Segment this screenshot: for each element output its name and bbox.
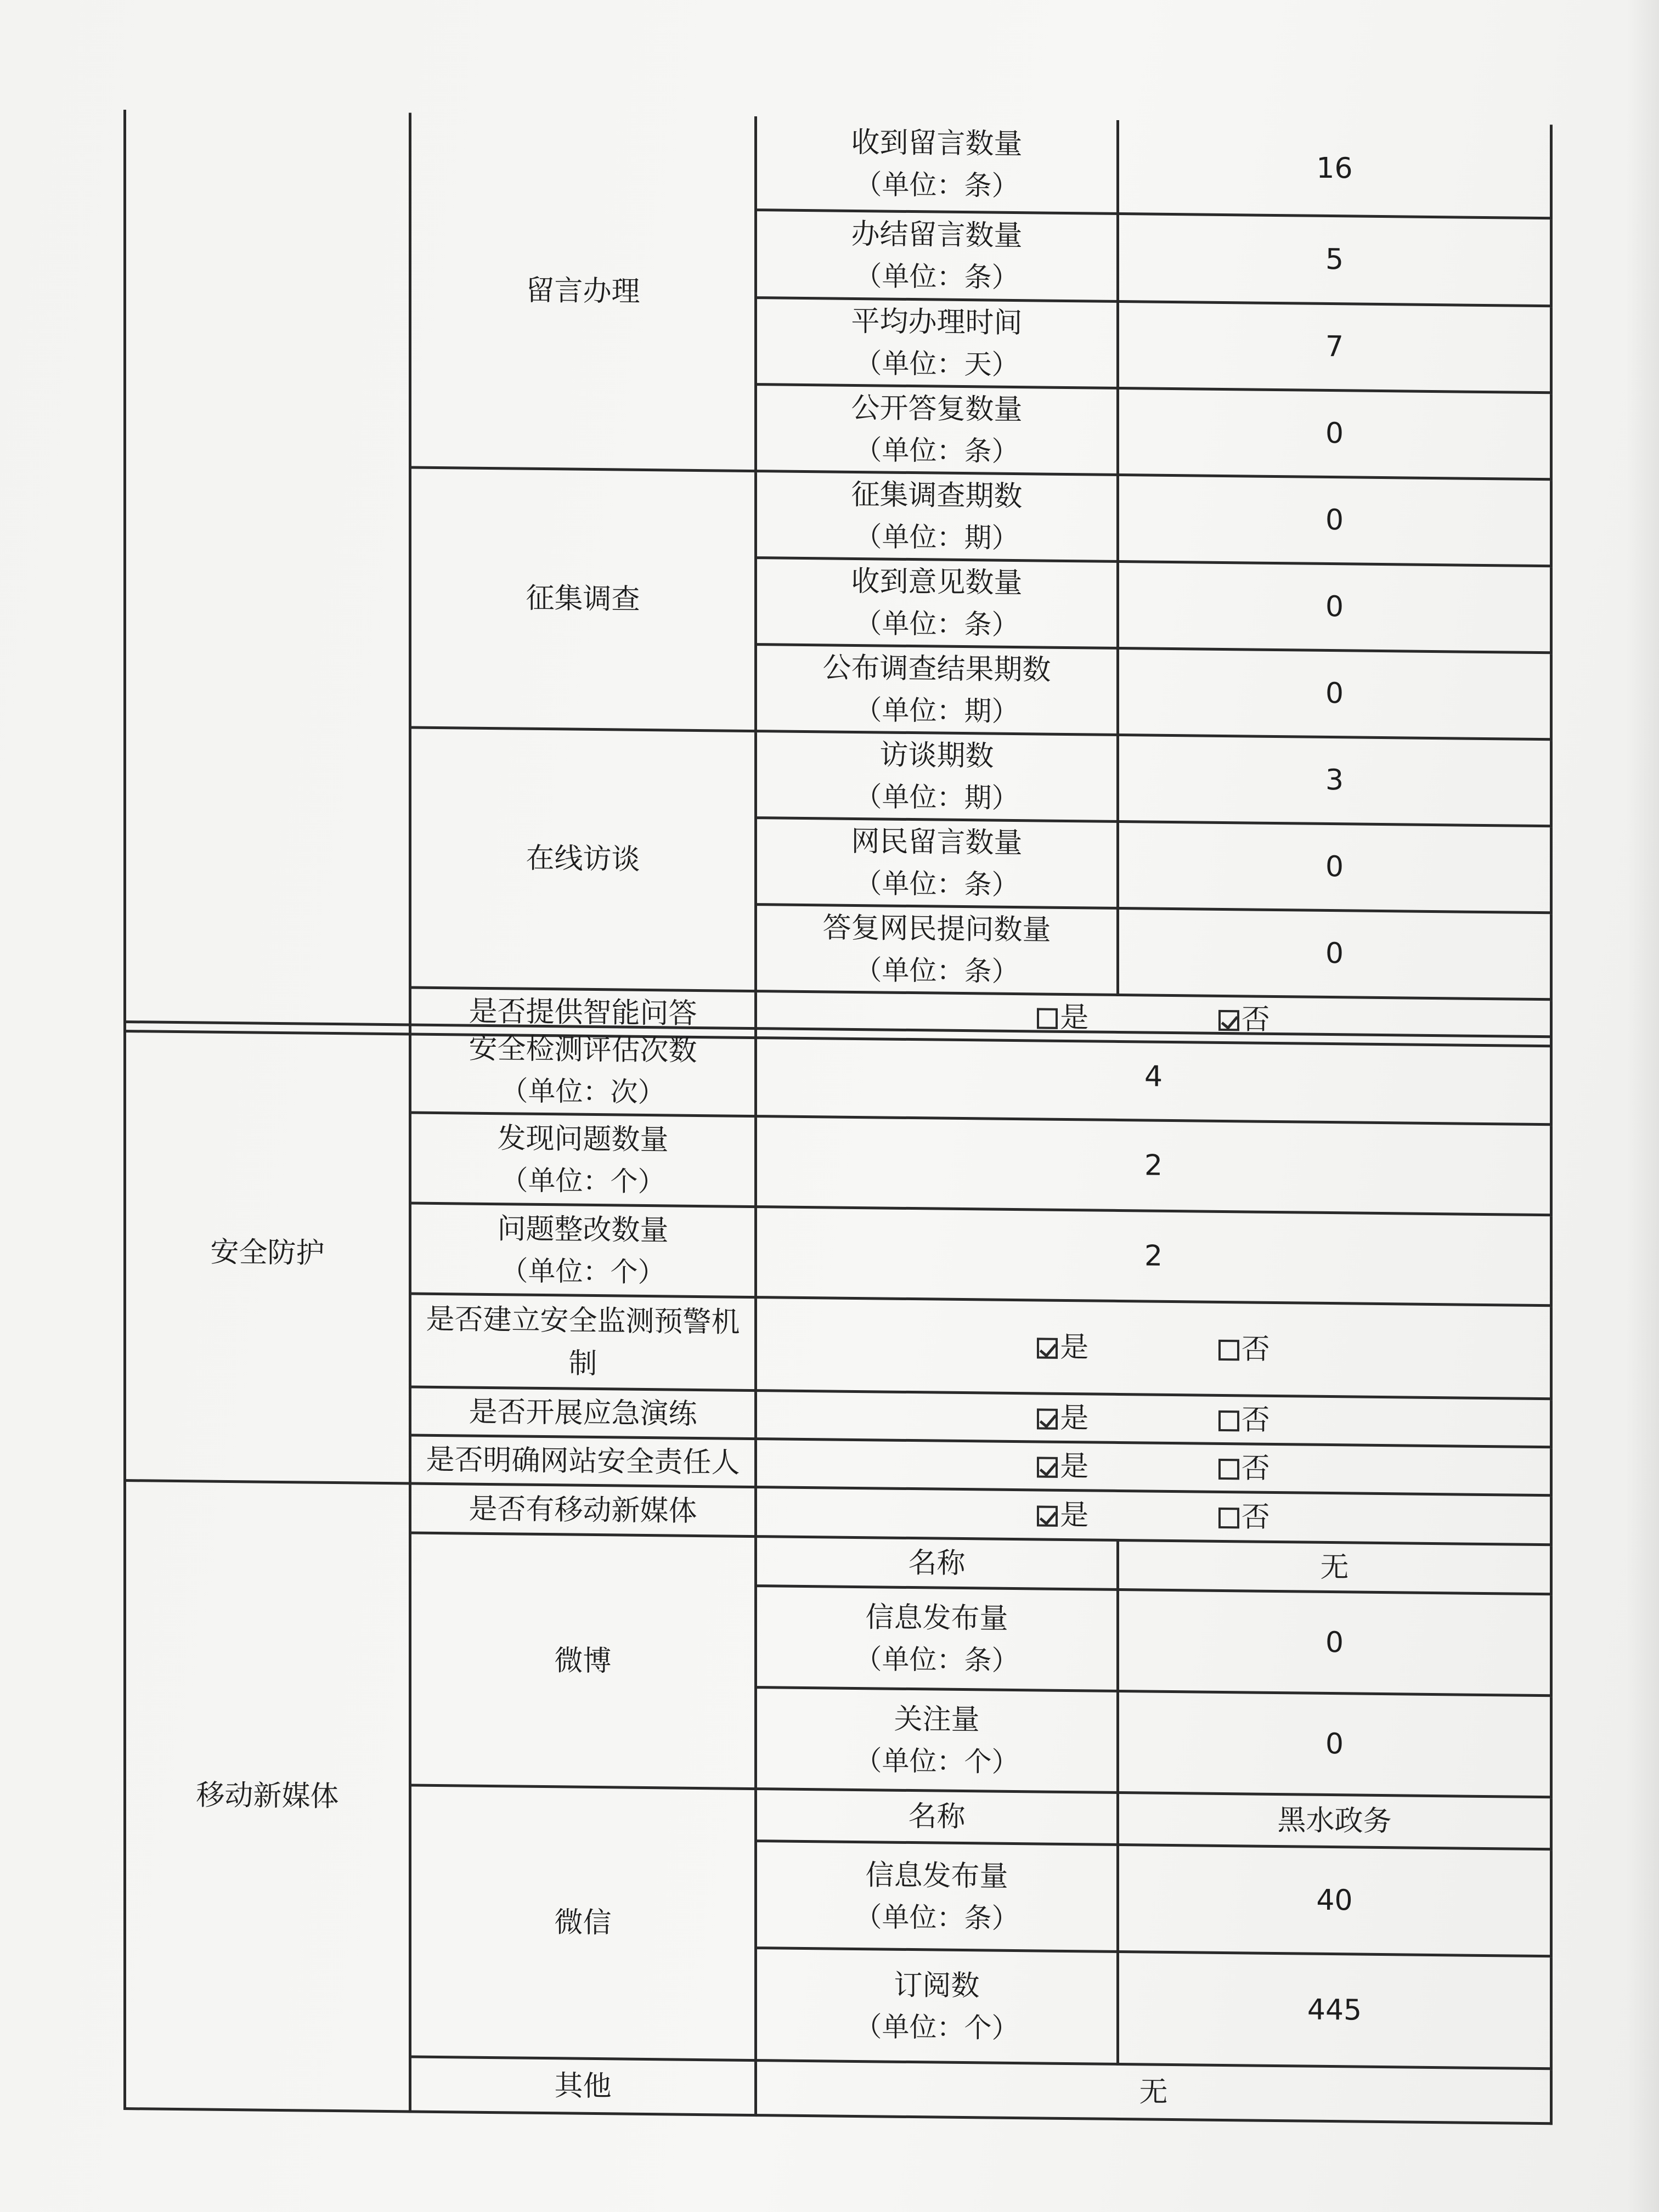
checkbox-checked-icon[interactable] [1037,1408,1058,1429]
checkbox-empty-icon[interactable] [1218,1410,1239,1431]
label-resolved: 办结留言数量 （单位：条） [756,210,1118,301]
value-weibo-posts: 0 [1118,1589,1551,1695]
options-owner: 是 否 [756,1439,1551,1496]
value-received: 16 [1118,120,1551,218]
section-weibo: 微博 [410,1533,756,1789]
section-interview: 在线访谈 [410,727,756,991]
label-owner: 是否明确网站安全责任人 [410,1435,756,1487]
value-other: 无 [756,2061,1551,2124]
label-netizen-msgs: 网民留言数量 （单位：条） [756,817,1118,908]
label-drill: 是否开展应急演练 [410,1387,756,1439]
label-checks: 安全检测评估次数 （单位：次） [410,1025,756,1116]
value-wechat-posts: 40 [1118,1844,1551,1956]
section-security: 安全防护 [125,1022,410,1483]
checkbox-empty-icon[interactable] [1218,1339,1239,1360]
value-netizen-msgs: 0 [1118,821,1551,912]
value-survey-periods: 0 [1118,475,1551,566]
label-avg-time: 平均办理时间 （单位：天） [756,297,1118,388]
options-drill: 是 否 [756,1391,1551,1447]
value-interview-periods: 3 [1118,735,1551,826]
label-answers: 答复网民提问数量 （单位：条） [756,904,1118,995]
checkbox-checked-icon[interactable] [1037,1457,1058,1477]
label-fixed: 问题整改数量 （单位：个） [410,1203,756,1297]
label-warning: 是否建立安全监测预警机制 [410,1294,756,1391]
section-wechat: 微信 [410,1785,756,2061]
value-answers: 0 [1118,908,1551,999]
label-results: 公布调查结果期数 （单位：期） [756,644,1118,735]
label-wechat-posts: 信息发布量 （单位：条） [756,1841,1118,1952]
checkbox-yes-icon[interactable] [1037,1008,1058,1029]
label-wechat-subs: 订阅数 （单位：个） [756,1948,1118,2064]
options-warning: 是 否 [756,1297,1551,1399]
table-row [125,1022,1551,1125]
checkbox-empty-icon[interactable] [1218,1507,1239,1528]
label-interview-periods: 访谈期数 （单位：期） [756,731,1118,821]
value-fixed: 2 [756,1207,1551,1306]
checkbox-checked-icon[interactable] [1037,1505,1058,1526]
value-checks: 4 [756,1029,1551,1125]
section-message: 留言办理 [410,112,756,471]
section-cell-blank [125,110,410,1034]
label-other: 其他 [410,2057,756,2115]
section-media: 移动新媒体 [125,1481,410,2112]
options-smart-qa: 是 否 [756,991,1551,1046]
value-resolved: 5 [1118,213,1551,306]
label-public-reply: 公开答复数量 （单位：条） [756,384,1118,475]
value-weibo-followers: 0 [1118,1691,1551,1797]
label-weibo-posts: 信息发布量 （单位：条） [756,1586,1118,1691]
value-avg-time: 7 [1118,301,1551,392]
checkbox-checked-icon[interactable] [1037,1338,1058,1358]
label-received: 收到留言数量 （单位：条） [756,116,1118,213]
label-survey-periods: 征集调查期数 （单位：期） [756,471,1118,561]
label-weibo-name: 名称 [756,1537,1118,1590]
value-opinions: 0 [1118,561,1551,652]
checkbox-empty-icon[interactable] [1218,1458,1239,1479]
value-wechat-name: 黑水政务 [1118,1792,1551,1849]
label-opinions: 收到意见数量 （单位：条） [756,557,1118,648]
options-has-media: 是 否 [756,1487,1551,1545]
label-issues: 发现问题数量 （单位：个） [410,1113,756,1207]
value-wechat-subs: 445 [1118,1951,1551,2068]
checkbox-checked-icon[interactable] [1218,1009,1239,1030]
value-weibo-name: 无 [1118,1540,1551,1594]
value-issues: 2 [756,1116,1551,1215]
label-weibo-followers: 关注量 （单位：个） [756,1688,1118,1793]
label-has-media: 是否有移动新媒体 [410,1483,756,1537]
value-public-reply: 0 [1118,388,1551,479]
label-smart-qa: 是否提供智能问答 [410,987,756,1037]
table-row [125,110,1551,218]
statistics-table-lower [123,1020,1553,2125]
value-results: 0 [1118,648,1551,739]
label-wechat-name: 名称 [756,1789,1118,1845]
statistics-table [123,110,1553,1047]
section-survey: 征集调查 [410,467,756,731]
